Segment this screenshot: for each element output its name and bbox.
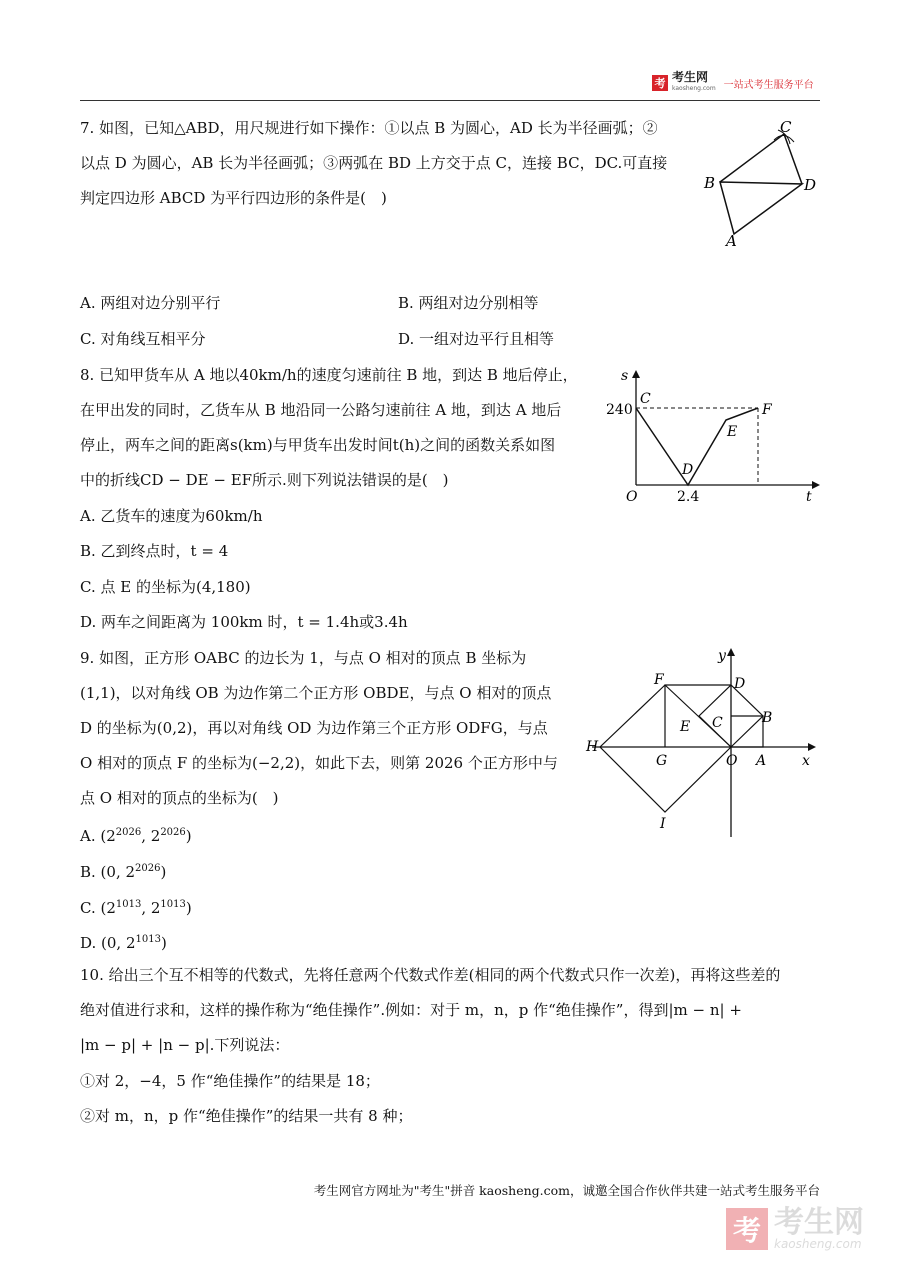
label-c: C: [712, 715, 723, 731]
q10-line-5: ②对 m，n，p 作“绝佳操作”的结果一共有 8 种；: [80, 1107, 413, 1125]
y-axis-label: s: [621, 368, 629, 384]
q9-line-5: 点 O 相对的顶点的坐标为( ): [80, 789, 279, 807]
q9-option-d: D. (0, $2^{1013}$): [80, 934, 167, 952]
label-a: A: [726, 232, 737, 250]
q10-line-4: ①对 2，−4，5 作“绝佳操作”的结果是 18；: [80, 1072, 380, 1090]
q8-line-2: 在甲出发的同时，乙货车从 B 地沿同一公路匀速前往 A 地，到达 A 地后: [80, 401, 562, 419]
q8-line-3: 停止，两车之间的距离s(km)与甲货车出发时间t(h)之间的函数关系如图: [80, 436, 556, 454]
x-axis-label: t: [806, 489, 812, 505]
point-e-label: E: [727, 424, 738, 440]
label-h: H: [586, 739, 599, 755]
q10-line-3: |m − p| + |n − p|.下列说法：: [80, 1036, 290, 1054]
q7-option-d: D. 一组对边平行且相等: [398, 330, 555, 348]
triangle-abd: [720, 182, 802, 234]
origin-label: O: [626, 489, 638, 505]
label-o: O: [726, 753, 738, 769]
label-b: B: [762, 710, 773, 726]
q9-line-2: (1,1)，以对角线 OB 为边作第二个正方形 OBDE，与点 O 相对的顶点: [80, 684, 552, 702]
label-i: I: [660, 816, 666, 832]
header-logo: [652, 72, 814, 94]
logo-icon: 考: [652, 75, 668, 91]
header-divider: [80, 100, 820, 101]
q7-option-c: C. 对角线互相平分: [80, 330, 206, 348]
label-d: D: [804, 176, 817, 194]
q7-option-a: A. 两组对边分别平行: [80, 294, 221, 312]
q7-line-2: 以点 D 为圆心，AB 长为半径画弧；③两弧在 BD 上方交于点 C，连接 BC，DC.可直接: [80, 154, 668, 172]
label-f: F: [654, 672, 664, 688]
q7-option-b: B. 两组对边分别相等: [398, 294, 539, 312]
q8-line-1: 8. 已知甲货车从 A 地以40km/h的速度匀速前往 B 地，到达 B 地后停止，: [80, 366, 578, 384]
watermark: [726, 1205, 864, 1251]
q8-option-d: D. 两车之间距离为 100km 时，t = 1.4h或3.4h: [80, 613, 408, 631]
q9-figure: [580, 642, 820, 842]
point-f-label: F: [762, 402, 772, 418]
q10-line-1: 10. 给出三个互不相等的代数式，先将任意两个代数式作差(相同的两个代数式只作一次差)，再将这些差的: [80, 966, 781, 984]
q9-line-4: O 相对的顶点 F 的坐标为(−2,2)，如此下去，则第 2026 个正方形中与: [80, 754, 558, 772]
segment-bc: [720, 134, 784, 182]
x-tick-2-4: 2.4: [677, 489, 700, 505]
point-d-label: D: [682, 462, 694, 478]
point-c-label: C: [640, 391, 651, 407]
q8-option-c: C. 点 E 的坐标为(4,180): [80, 578, 251, 596]
x-axis-arrow: [808, 743, 816, 751]
q7-figure: [690, 112, 830, 252]
q9-option-c: C. ($2^{1013}$, $2^{1013}$): [80, 899, 192, 917]
label-y: y: [718, 648, 726, 664]
label-x: x: [802, 753, 810, 769]
q8-option-b: B. 乙到终点时，t = 4: [80, 542, 229, 560]
label-d: D: [734, 676, 746, 692]
label-a: A: [756, 753, 767, 769]
q9-line-3: D 的坐标为(0,2)，再以对角线 OD 为边作第三个正方形 ODFG，与点: [80, 719, 548, 737]
label-g: G: [656, 753, 668, 769]
q8-line-4: 中的折线CD − DE − EF所示.则下列说法错误的是( ): [80, 471, 449, 489]
y-axis-arrow: [632, 370, 640, 378]
q8-graph: [600, 360, 825, 505]
q9-option-b: B. (0, $2^{2026}$): [80, 863, 167, 881]
logo-name: 考生网 kaosheng.com: [672, 70, 716, 92]
q8-option-a: A. 乙货车的速度为60km/h: [80, 507, 263, 525]
logo-domain: kaosheng.com: [672, 85, 716, 92]
watermark-name: 考生网: [774, 1205, 864, 1240]
label-e: E: [680, 719, 691, 735]
q9-line-1: 9. 如图，正方形 OABC 的边长为 1，与点 O 相对的顶点 B 坐标为: [80, 649, 527, 667]
label-b: B: [704, 174, 716, 192]
y-axis-arrow: [727, 648, 735, 656]
header-slogan: 一站式考生服务平台: [723, 79, 814, 91]
label-c: C: [780, 118, 792, 136]
q10-line-2: 绝对值进行求和，这样的操作称为“绝佳操作”.例如：对于 m，n，p 作“绝佳操作”，得到|m − n| +: [80, 1001, 742, 1019]
q7-line-1: 7. 如图，已知△ABD，用尺规进行如下操作：①以点 B 为圆心，AD 长为半径画弧；②: [80, 119, 658, 137]
q9-option-a: A. ($2^{2026}$, $2^{2026}$): [80, 827, 192, 845]
watermark-domain: kaosheng.com: [774, 1237, 862, 1251]
footer-text: 考生网官方网址为"考生"拼音 kaosheng.com，诚邀全国合作伙伴共建一站式考生服务平台: [313, 1183, 820, 1198]
y-tick-240: 240: [606, 402, 633, 418]
polyline-cdef: [636, 408, 758, 485]
x-axis-arrow: [812, 481, 820, 489]
q7-line-3: 判定四边形 ABCD 为平行四边形的条件是( ): [80, 189, 387, 207]
watermark-logo-icon: 考: [726, 1208, 768, 1250]
